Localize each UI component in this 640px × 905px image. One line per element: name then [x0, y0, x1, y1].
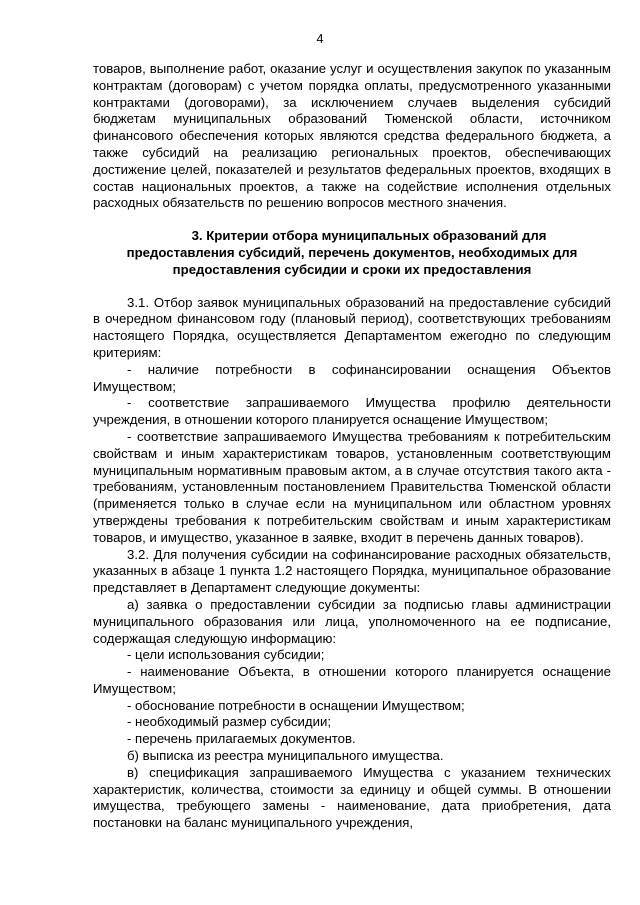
criterion-need: - наличие потребности в софинансировании оснащения Объектов Имуществом;: [93, 361, 611, 394]
item-b-registry-extract: б) выписка из реестра муниципального имущества.: [127, 748, 444, 764]
page-number: 4: [316, 32, 324, 46]
application-object-name: - наименование Объекта, в отношении которого планируется оснащение Имуществом;: [93, 664, 611, 696]
application-subsidy-size: - необходимый размер субсидии;: [127, 714, 332, 730]
criterion-profile: - соответствие запрашиваемого Имущества профилю деятельности учреждения, в отношении которого планируется оснащение Имуществом;: [93, 395, 611, 428]
application-purpose: - цели использования субсидии;: [127, 647, 325, 663]
criterion-requirements: - соответствие запрашиваемого Имущества требованиям к потребительским свойствам и иным характеристикам товаров, установленным соответствующим муниципальным нормативным правовым актом, а в случае отсутствия такого акта - требованиям, установленным постановлением Правительства Тюменской области (применяется только в случае если на муниципальном или областном уровнях утверждены требования к потребительским свойствам и иным характеристикам товаров, и имущество, указанное в заявке, входит в перечень данных товаров).: [93, 428, 611, 545]
paragraph-3-2: 3.2. Для получения субсидии на софинансирование расходных обязательств, указанных в абзаце 1 пункта 1.2 настоящего Порядка, муниципальное образование представляет в Департамент следующие документы:: [93, 546, 611, 596]
paragraph-3-1: 3.1. Отбор заявок муниципальных образований на предоставление субсидий в очередном финансовом году (плановый период), соответствующих требованиям настоящего Порядка, осуществляется Департаментом ежегодно по следующим критериям:: [93, 294, 611, 360]
section-heading-line-3: предоставления субсидии и сроки их предоставления: [172, 261, 532, 277]
section-heading-line-1: 3. Критерии отбора муниципальных образований для: [191, 228, 547, 244]
application-justification: - обоснование потребности в оснащении Имуществом;: [127, 697, 465, 713]
document-body: [93, 61, 611, 832]
section-heading: [93, 228, 611, 278]
item-v-specification: в) спецификация запрашиваемого Имущества с указанием технических характеристик, количества, стоимости за единицу и общей суммы. В отношении имущества, требующего замены - наименование, дата приобретения, дата постановки на баланс муниципального учреждения,: [93, 764, 611, 831]
continuation-paragraph: товаров, выполнение работ, оказание услуг и осуществления закупок по указанным контрактам (договорам) с учетом порядка оплаты, предусмотренного указанными контрактами (договорами), за исключением случаев выделения субсидий бюджетам муниципальных образований Тюменской области, источником финансового обеспечения которых являются средства федерального бюджета, а также субсидий на реализацию региональных проектов, обеспечивающих достижение целей, показателей и результатов федеральных проектов, входящих в состав национальных проектов, а также на содействие исполнения отдельных расходных обязательств по решению вопросов местного значения.: [93, 61, 611, 211]
application-attachments: - перечень прилагаемых документов.: [127, 731, 356, 747]
section-heading-line-2: предоставления субсидий, перечень документов, необходимых для: [126, 244, 578, 260]
item-a-application: а) заявка о предоставлении субсидии за подписью главы администрации муниципального образования или лица, уполномоченного на ее подписание, содержащая следующую информацию:: [93, 596, 611, 646]
